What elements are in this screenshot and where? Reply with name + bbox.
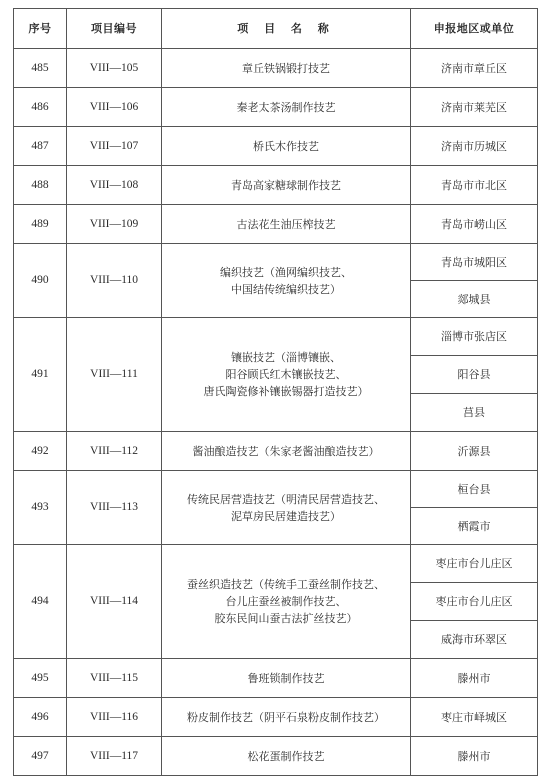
cell-project-name: 蚕丝织造技艺（传统手工蚕丝制作技艺、 台儿庄蚕丝被制作技艺、 胶东民间山蚕古法扩丝技艺） [162,545,411,659]
cell-region: 青岛市城阳区 [411,244,538,281]
cell-region: 威海市环翠区 [411,621,538,659]
cell-seq: 492 [14,432,67,471]
header-seq: 序号 [14,9,67,49]
cell-code: VIII—117 [67,737,162,776]
table-row [14,88,538,127]
cell-region: 济南市莱芜区 [411,88,538,127]
cell-project-name: 秦老太茶汤制作技艺 [162,88,411,127]
cell-region: 青岛市市北区 [411,166,538,205]
cell-region: 淄博市张店区 [411,318,538,356]
cell-project-name: 青岛高家糖球制作技艺 [162,166,411,205]
cell-code: VIII—107 [67,127,162,166]
cell-region: 栖霞市 [411,508,538,545]
cell-seq: 490 [14,244,67,318]
table-row [14,205,538,244]
cell-code: VIII—116 [67,698,162,737]
heritage-table-container [13,8,537,776]
cell-code: VIII—110 [67,244,162,318]
heritage-table [13,8,538,776]
table-row [14,659,538,698]
cell-project-name: 粉皮制作技艺（阴平石泉粉皮制作技艺） [162,698,411,737]
table-row [14,244,538,281]
cell-seq: 495 [14,659,67,698]
table-row [14,471,538,508]
cell-seq: 491 [14,318,67,432]
cell-code: VIII—111 [67,318,162,432]
cell-region: 枣庄市峄城区 [411,698,538,737]
table-row [14,49,538,88]
table-row [14,545,538,583]
cell-region: 莒县 [411,394,538,432]
cell-code: VIII—115 [67,659,162,698]
cell-region: 青岛市崂山区 [411,205,538,244]
cell-seq: 489 [14,205,67,244]
table-row [14,432,538,471]
cell-region: 枣庄市台儿庄区 [411,583,538,621]
header-code: 项目编号 [67,9,162,49]
table-row [14,698,538,737]
table-row [14,318,538,356]
cell-seq: 494 [14,545,67,659]
table-row [14,737,538,776]
cell-project-name: 酱油酿造技艺（朱家老酱油酿造技艺） [162,432,411,471]
cell-region: 枣庄市台儿庄区 [411,545,538,583]
cell-project-name: 桥氏木作技艺 [162,127,411,166]
cell-code: VIII—109 [67,205,162,244]
cell-project-name: 章丘铁锅锻打技艺 [162,49,411,88]
cell-region: 济南市章丘区 [411,49,538,88]
cell-region: 阳谷县 [411,356,538,394]
cell-seq: 493 [14,471,67,545]
cell-code: VIII—113 [67,471,162,545]
cell-code: VIII—108 [67,166,162,205]
cell-region: 郯城县 [411,281,538,318]
table-row [14,166,538,205]
cell-seq: 487 [14,127,67,166]
cell-seq: 486 [14,88,67,127]
table-row [14,127,538,166]
cell-project-name: 鲁班锁制作技艺 [162,659,411,698]
cell-code: VIII—105 [67,49,162,88]
cell-project-name: 传统民居营造技艺（明清民居营造技艺、 泥草房民居建造技艺） [162,471,411,545]
cell-seq: 485 [14,49,67,88]
cell-region: 桓台县 [411,471,538,508]
header-region: 申报地区或单位 [411,9,538,49]
header-name: 项 目 名 称 [162,9,411,49]
cell-project-name: 镶嵌技艺（淄博镶嵌、 阳谷顾氏红木镶嵌技艺、 唐氏陶瓷修补镶嵌锡器打造技艺） [162,318,411,432]
cell-project-name: 古法花生油压榨技艺 [162,205,411,244]
cell-project-name: 编织技艺（渔网编织技艺、 中国结传统编织技艺） [162,244,411,318]
cell-code: VIII—106 [67,88,162,127]
table-body [14,49,538,776]
cell-region: 沂源县 [411,432,538,471]
cell-project-name: 松花蛋制作技艺 [162,737,411,776]
cell-seq: 496 [14,698,67,737]
cell-region: 滕州市 [411,737,538,776]
cell-code: VIII—112 [67,432,162,471]
cell-code: VIII—114 [67,545,162,659]
cell-seq: 497 [14,737,67,776]
cell-seq: 488 [14,166,67,205]
table-header-row [14,9,538,49]
cell-region: 济南市历城区 [411,127,538,166]
cell-region: 滕州市 [411,659,538,698]
